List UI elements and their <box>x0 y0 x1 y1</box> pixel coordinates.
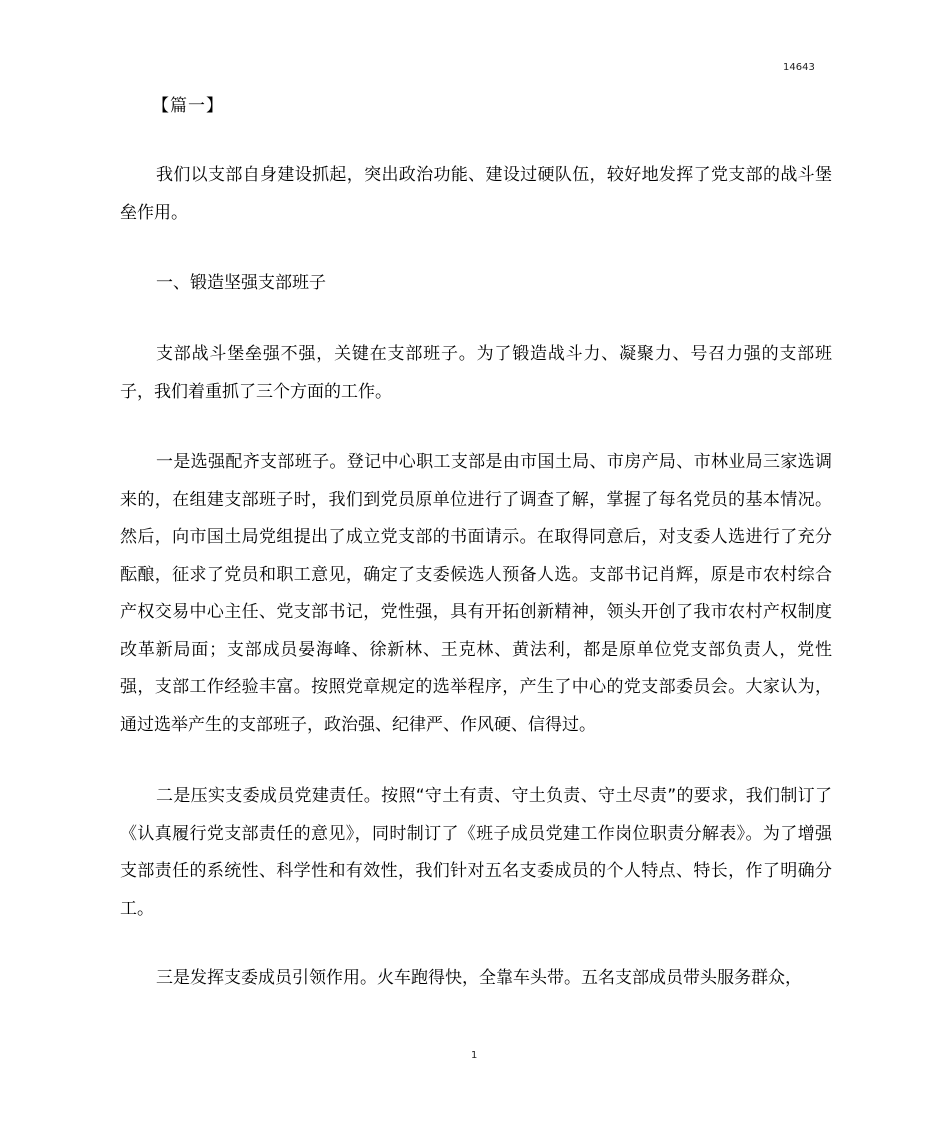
body-paragraph: 支部战斗堡垒强不强，关键在支部班子。为了锻造战斗力、凝聚力、号召力强的支部班子，我们着重抓了三个方面的工作。 <box>120 344 832 402</box>
heading-paragraph: 一、锻造坚强支部班子 <box>156 273 326 293</box>
body-paragraph: 一是选强配齐支部班子。登记中心职工支部是由市国土局、市房产局、市林业局三家选调来的，在组建支部班子时，我们到党员原单位进行了调查了解，掌握了每名党员的基本情况。然后，向市国土局党组提出了成立党支部的书面请示。在取得同意后，对支委人选进行了充分酝酿，征求了党员和职工意见，确定了支委候选人预备人选。支部书记肖辉，原是市农村综合产权交易中心主任、党支部书记，党性强，具有开拓创新精神，领头开创了我市农村产权制度改革新局面；支部成员晏海峰、徐新林、王克林、黄法利，都是原单位党支部负责人，党性强，支部工作经验丰富。按照党章规定的选举程序，产生了中心的党支部委员会。大家认为，通过选举产生的支部班子，政治强、纪律严、作风硬、信得过。 <box>120 452 832 735</box>
document-id: 14643 <box>783 62 815 73</box>
page-number: 1 <box>471 1050 478 1061</box>
section-title: 【篇一】 <box>152 96 224 116</box>
body-paragraph: 二是压实支委成员党建责任。按照“守土有责、守土负责、守土尽责”的要求，我们制订了《认真履行党支部责任的意见》，同时制订了《班子成员党建工作岗位职责分解表》。为了增强支部责任的系统性、科学性和有效性，我们针对五名支委成员的个人特点、特长，作了明确分工。 <box>120 786 832 919</box>
body-paragraph: 三是发挥支委成员引领作用。火车跑得快，全靠车头带。五名支部成员带头服务群众， <box>156 968 802 988</box>
intro-paragraph: 我们以支部自身建设抓起，突出政治功能、建设过硬队伍，较好地发挥了党支部的战斗堡垒作用。 <box>120 165 832 223</box>
